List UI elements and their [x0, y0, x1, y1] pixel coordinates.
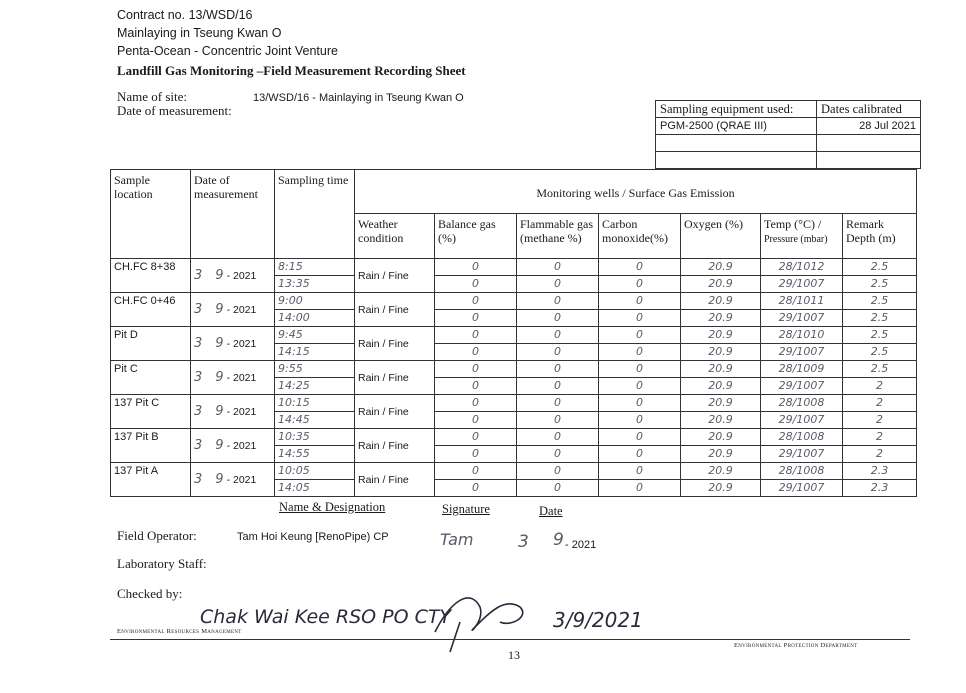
- flammable-gas-1: 0: [517, 293, 599, 310]
- oxygen-2: 20.9: [681, 344, 761, 361]
- flammable-gas-1: 0: [517, 327, 599, 344]
- carbon-monoxide-1: 0: [599, 361, 681, 378]
- col-weather: Weather condition: [355, 214, 435, 259]
- table-row: [111, 361, 917, 378]
- balance-gas-1: 0: [435, 429, 517, 446]
- date-day: 3: [194, 404, 203, 419]
- flammable-gas-2: 0: [517, 446, 599, 463]
- sample-location: 137 Pit A: [111, 463, 191, 497]
- carbon-monoxide-1: 0: [599, 429, 681, 446]
- carbon-monoxide-2: 0: [599, 378, 681, 395]
- carbon-monoxide-2: 0: [599, 446, 681, 463]
- balance-gas-2: 0: [435, 446, 517, 463]
- calibrated-header: Dates calibrated: [817, 101, 921, 118]
- temp-pressure-2: 29/1007: [761, 276, 843, 293]
- col-flammable-gas: Flammable gas (methane %): [517, 214, 599, 259]
- date-day: 3: [194, 336, 203, 351]
- date-month: 9: [215, 302, 224, 317]
- flammable-gas-2: 0: [517, 344, 599, 361]
- balance-gas-2: 0: [435, 378, 517, 395]
- field-operator-label: Field Operator:: [117, 528, 197, 543]
- contract-number: Contract no. 13/WSD/16: [117, 8, 253, 22]
- oxygen-2: 20.9: [681, 378, 761, 395]
- depth-2: 2: [843, 446, 917, 463]
- oxygen-1: 20.9: [681, 361, 761, 378]
- calibration-date: 28 Jul 2021: [817, 118, 921, 135]
- sampling-time-end: 14:00: [275, 310, 355, 327]
- table-row: [111, 259, 917, 276]
- lab-staff-label: Laboratory Staff:: [117, 556, 207, 571]
- measurement-date: [191, 463, 275, 497]
- depth-2: 2.3: [843, 480, 917, 497]
- oxygen-2: 20.9: [681, 446, 761, 463]
- sampling-time-end: 14:55: [275, 446, 355, 463]
- table-row: [111, 327, 917, 344]
- col-balance-gas: Balance gas (%): [435, 214, 517, 259]
- carbon-monoxide-1: 0: [599, 463, 681, 480]
- depth-1: 2.5: [843, 259, 917, 276]
- date-year: - 2021: [226, 406, 257, 418]
- temp-pressure-1: 28/1008: [761, 395, 843, 412]
- measurement-date: [191, 429, 275, 463]
- measurement-date: [191, 293, 275, 327]
- weather-condition: Rain / Fine: [355, 395, 435, 429]
- date-month: 9: [215, 472, 224, 487]
- date-month: 9: [215, 438, 224, 453]
- measurement-date: [191, 259, 275, 293]
- equipment-table: [655, 100, 921, 169]
- name-designation-label: Name & Designation: [279, 500, 386, 514]
- carbon-monoxide-1: 0: [599, 327, 681, 344]
- flammable-gas-1: 0: [517, 361, 599, 378]
- weather-condition: Rain / Fine: [355, 361, 435, 395]
- sampling-time-start: 8:15: [275, 259, 355, 276]
- temp-pressure-2: 29/1007: [761, 480, 843, 497]
- sample-location: CH.FC 0+46: [111, 293, 191, 327]
- sampling-time-start: 9:00: [275, 293, 355, 310]
- depth-1: 2.5: [843, 327, 917, 344]
- col-oxygen: Oxygen (%): [681, 214, 761, 259]
- flammable-gas-2: 0: [517, 310, 599, 327]
- flammable-gas-1: 0: [517, 395, 599, 412]
- sampling-time-end: 13:35: [275, 276, 355, 293]
- weather-condition: Rain / Fine: [355, 293, 435, 327]
- col-sampling-time: Sampling time: [275, 170, 355, 259]
- date-year: - 2021: [226, 372, 257, 384]
- carbon-monoxide-1: 0: [599, 395, 681, 412]
- balance-gas-2: 0: [435, 310, 517, 327]
- table-row: [111, 463, 917, 480]
- balance-gas-1: 0: [435, 259, 517, 276]
- oxygen-2: 20.9: [681, 276, 761, 293]
- temp-label: Temp (°C) /: [764, 217, 822, 231]
- sampling-time-end: 14:05: [275, 480, 355, 497]
- balance-gas-1: 0: [435, 395, 517, 412]
- weather-condition: Rain / Fine: [355, 259, 435, 293]
- date-day: 3: [194, 302, 203, 317]
- carbon-monoxide-1: 0: [599, 293, 681, 310]
- page-number: 13: [508, 648, 520, 662]
- col-monitoring: Monitoring wells / Surface Gas Emission: [355, 170, 917, 214]
- carbon-monoxide-1: 0: [599, 259, 681, 276]
- temp-pressure-1: 28/1012: [761, 259, 843, 276]
- sampling-time-start: 10:35: [275, 429, 355, 446]
- depth-1: 2.3: [843, 463, 917, 480]
- depth-1: 2.5: [843, 361, 917, 378]
- flammable-gas-1: 0: [517, 463, 599, 480]
- date-day: 3: [194, 472, 203, 487]
- measurement-table: [110, 169, 917, 497]
- operator-date-day: 3: [518, 532, 529, 552]
- table-row: [111, 293, 917, 310]
- depth-2: 2.5: [843, 276, 917, 293]
- weather-condition: Rain / Fine: [355, 463, 435, 497]
- measurement-date: [191, 361, 275, 395]
- site-label: Name of site:: [117, 89, 188, 104]
- equipment-header: Sampling equipment used:: [656, 101, 817, 118]
- balance-gas-2: 0: [435, 412, 517, 429]
- oxygen-1: 20.9: [681, 327, 761, 344]
- date-day: 3: [194, 370, 203, 385]
- depth-2: 2.5: [843, 310, 917, 327]
- left-footer: Environmental Resources Management: [117, 628, 242, 635]
- depth-1: 2: [843, 395, 917, 412]
- col-sample-location: Sample location: [111, 170, 191, 259]
- measurement-date: [191, 395, 275, 429]
- sample-location: CH.FC 8+38: [111, 259, 191, 293]
- depth-2: 2: [843, 412, 917, 429]
- temp-pressure-2: 29/1007: [761, 446, 843, 463]
- checked-signature-scribble: [430, 582, 550, 656]
- operator-signature: Tam: [440, 530, 474, 549]
- operator-name: Tam Hoi Keung [RenoPipe) CP: [237, 531, 389, 543]
- date-year: - 2021: [226, 474, 257, 486]
- footer-rule: [110, 639, 910, 640]
- temp-pressure-2: 29/1007: [761, 310, 843, 327]
- date-year: - 2021: [226, 440, 257, 452]
- date-month: 9: [215, 336, 224, 351]
- checked-date: 3/9/2021: [553, 608, 643, 632]
- signature-label: Signature: [442, 502, 490, 516]
- oxygen-1: 20.9: [681, 259, 761, 276]
- date-year: - 2021: [226, 304, 257, 316]
- col-remark: [843, 214, 917, 259]
- pressure-label: Pressure (mbar): [764, 234, 828, 245]
- date-year: - 2021: [226, 338, 257, 350]
- depth-1: 2.5: [843, 293, 917, 310]
- oxygen-1: 20.9: [681, 463, 761, 480]
- balance-gas-2: 0: [435, 480, 517, 497]
- sampling-time-end: 14:45: [275, 412, 355, 429]
- balance-gas-1: 0: [435, 361, 517, 378]
- temp-pressure-1: 28/1008: [761, 429, 843, 446]
- form-title: Landfill Gas Monitoring –Field Measurement Recording Sheet: [117, 63, 466, 78]
- operator-date-year: - 2021: [565, 539, 597, 551]
- equipment-blank: [656, 135, 817, 152]
- table-row: [111, 429, 917, 446]
- table-row: [111, 395, 917, 412]
- equipment-blank: [656, 152, 817, 169]
- depth-label: Depth (m): [846, 231, 896, 245]
- flammable-gas-2: 0: [517, 480, 599, 497]
- date-year: - 2021: [226, 270, 257, 282]
- oxygen-1: 20.9: [681, 395, 761, 412]
- sample-location: Pit D: [111, 327, 191, 361]
- calibrated-blank: [817, 135, 921, 152]
- date-label-footer: Date: [539, 504, 563, 518]
- temp-pressure-2: 29/1007: [761, 412, 843, 429]
- calibrated-blank: [817, 152, 921, 169]
- sampling-time-end: 14:25: [275, 378, 355, 395]
- sample-location: 137 Pit B: [111, 429, 191, 463]
- balance-gas-2: 0: [435, 276, 517, 293]
- temp-pressure-1: 28/1009: [761, 361, 843, 378]
- sampling-time-start: 9:55: [275, 361, 355, 378]
- carbon-monoxide-2: 0: [599, 276, 681, 293]
- balance-gas-2: 0: [435, 344, 517, 361]
- sampling-time-start: 10:15: [275, 395, 355, 412]
- weather-condition: Rain / Fine: [355, 429, 435, 463]
- project-name: Mainlaying in Tseung Kwan O: [117, 26, 282, 40]
- carbon-monoxide-2: 0: [599, 480, 681, 497]
- flammable-gas-2: 0: [517, 412, 599, 429]
- col-carbon-monoxide: Carbon monoxide(%): [599, 214, 681, 259]
- site-value: 13/WSD/16 - Mainlaying in Tseung Kwan O: [253, 92, 464, 104]
- temp-pressure-1: 28/1010: [761, 327, 843, 344]
- right-footer: Environmental Protection Department: [734, 642, 858, 649]
- depth-2: 2.5: [843, 344, 917, 361]
- carbon-monoxide-2: 0: [599, 310, 681, 327]
- remark-label: Remark: [846, 217, 884, 231]
- oxygen-2: 20.9: [681, 310, 761, 327]
- date-month: 9: [215, 404, 224, 419]
- oxygen-2: 20.9: [681, 412, 761, 429]
- flammable-gas-1: 0: [517, 429, 599, 446]
- date-month: 9: [215, 370, 224, 385]
- balance-gas-1: 0: [435, 327, 517, 344]
- oxygen-1: 20.9: [681, 293, 761, 310]
- temp-pressure-2: 29/1007: [761, 378, 843, 395]
- depth-1: 2: [843, 429, 917, 446]
- flammable-gas-2: 0: [517, 276, 599, 293]
- col-date: Date of measurement: [191, 170, 275, 259]
- equipment-item: PGM-2500 (QRAE III): [656, 118, 817, 135]
- sampling-time-start: 10:05: [275, 463, 355, 480]
- balance-gas-1: 0: [435, 463, 517, 480]
- carbon-monoxide-2: 0: [599, 412, 681, 429]
- depth-2: 2: [843, 378, 917, 395]
- sampling-time-start: 9:45: [275, 327, 355, 344]
- checked-signature: Chak Wai Kee RSO PO CTY: [200, 606, 452, 628]
- balance-gas-1: 0: [435, 293, 517, 310]
- oxygen-2: 20.9: [681, 480, 761, 497]
- col-temp-pressure: [761, 214, 843, 259]
- measurement-date: [191, 327, 275, 361]
- temp-pressure-1: 28/1011: [761, 293, 843, 310]
- date-month: 9: [215, 268, 224, 283]
- date-day: 3: [194, 268, 203, 283]
- sampling-time-end: 14:15: [275, 344, 355, 361]
- temp-pressure-1: 28/1008: [761, 463, 843, 480]
- checked-by-label: Checked by:: [117, 586, 183, 601]
- flammable-gas-1: 0: [517, 259, 599, 276]
- temp-pressure-2: 29/1007: [761, 344, 843, 361]
- date-day: 3: [194, 438, 203, 453]
- weather-condition: Rain / Fine: [355, 327, 435, 361]
- oxygen-1: 20.9: [681, 429, 761, 446]
- carbon-monoxide-2: 0: [599, 344, 681, 361]
- sample-location: Pit C: [111, 361, 191, 395]
- operator-date-month: 9: [553, 530, 564, 550]
- contractor-name: Penta-Ocean - Concentric Joint Venture: [117, 44, 338, 58]
- flammable-gas-2: 0: [517, 378, 599, 395]
- sample-location: 137 Pit C: [111, 395, 191, 429]
- date-label: Date of measurement:: [117, 103, 232, 118]
